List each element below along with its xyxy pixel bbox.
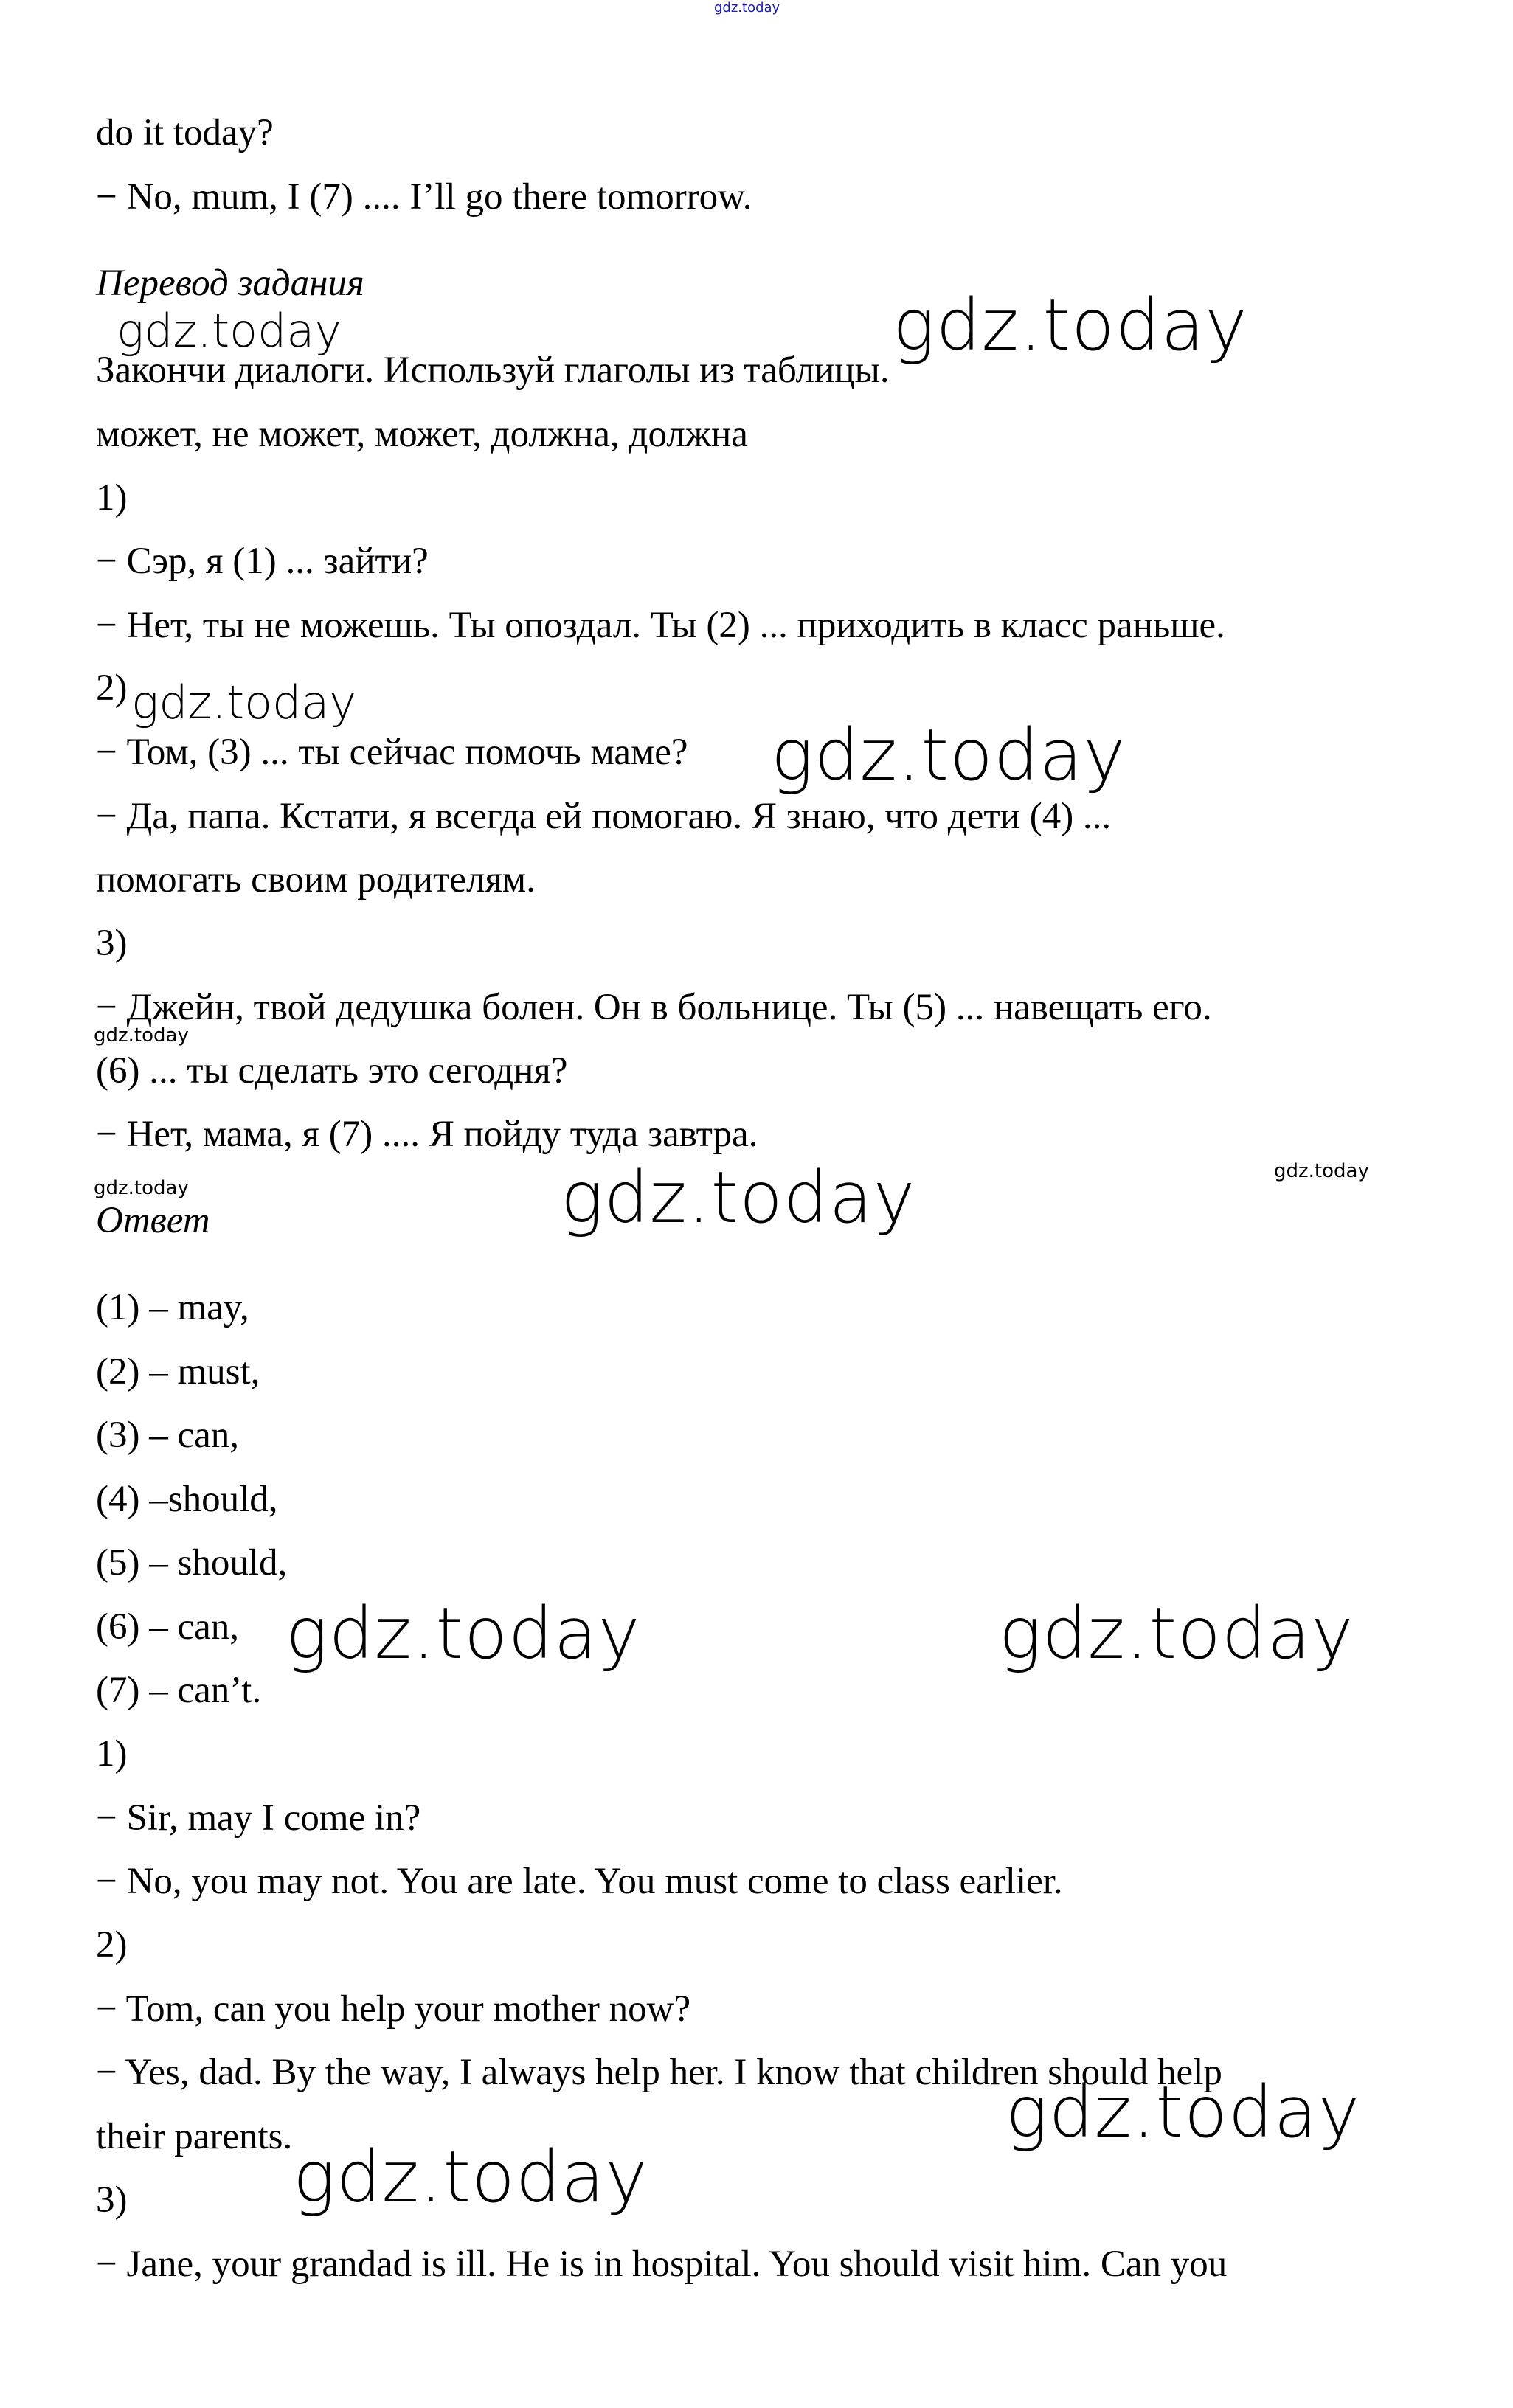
watermark: gdz.today (293, 2136, 648, 2218)
text-line: − Нет, ты не можешь. Ты опоздал. Ты (2) ... приходить в класс раньше. (96, 605, 1225, 646)
dialog-number: 2) (96, 667, 128, 709)
watermark: gdz.today (1005, 2071, 1361, 2154)
text-line: do it today? (96, 112, 274, 153)
text-line: Закончи диалоги. Используй глаголы из таблицы. (96, 350, 890, 391)
answer-item: (5) – should, (96, 1542, 288, 1583)
watermark: gdz.today (999, 1592, 1354, 1675)
answer-item: (6) – can, (96, 1606, 239, 1648)
text-line: может, не может, может, должна, должна (96, 414, 748, 455)
text-line: − Tom, can you help your mother now? (96, 1988, 691, 2030)
watermark: gdz.today (285, 1592, 641, 1675)
watermark: gdz.today (131, 676, 357, 729)
watermark: gdz.today (771, 714, 1126, 797)
answer-item: (3) – can, (96, 1415, 239, 1456)
watermark: gdz.today (94, 1024, 189, 1047)
section-heading-answer: Ответ (96, 1200, 210, 1241)
watermark: gdz.today (561, 1156, 916, 1239)
dialog-number: 3) (96, 2179, 128, 2221)
text-line: their parents. (96, 2116, 293, 2157)
text-line: − Sir, may I come in? (96, 1797, 421, 1839)
dialog-number: 2) (96, 1924, 128, 1965)
watermark: gdz.today (117, 304, 342, 358)
text-line: помогать своим родителям. (96, 859, 536, 901)
text-line: − Сэр, я (1) ... зайти? (96, 541, 429, 582)
answer-item: (1) – may, (96, 1287, 249, 1328)
text-line: − Jane, your grandad is ill. He is in hospital. You should visit him. Can you (96, 2244, 1228, 2285)
answer-item: (2) – must, (96, 1351, 260, 1392)
section-heading-translation: Перевод задания (96, 263, 364, 304)
watermark-top: gdz.today (714, 0, 780, 15)
dialog-number: 1) (96, 477, 128, 518)
text-line: − No, you may not. You are late. You must come to class earlier. (96, 1861, 1063, 1902)
watermark: gdz.today (893, 284, 1248, 367)
dialog-number: 3) (96, 923, 128, 964)
text-line: − Да, папа. Кстати, я всегда ей помогаю. Я знаю, что дети (4) ... (96, 796, 1112, 837)
text-line: − Джейн, твой дедушка болен. Он в больнице. Ты (5) ... навещать его. (96, 987, 1212, 1028)
watermark: gdz.today (1274, 1160, 1369, 1182)
dialog-number: 1) (96, 1733, 128, 1774)
text-line: − Том, (3) ... ты сейчас помочь маме? (96, 732, 688, 773)
text-line: (6) ... ты сделать это сегодня? (96, 1050, 568, 1092)
answer-item: (4) –should, (96, 1479, 278, 1520)
text-line: − Нет, мама, я (7) .... Я пойду туда завтра. (96, 1114, 758, 1155)
text-line: − No, mum, I (7) .... I’ll go there tomorrow. (96, 176, 752, 218)
watermark: gdz.today (94, 1177, 189, 1199)
text-line: − Yes, dad. By the way, I always help her. I know that children should help (96, 2052, 1222, 2093)
answer-item: (7) – can’t. (96, 1670, 262, 1711)
